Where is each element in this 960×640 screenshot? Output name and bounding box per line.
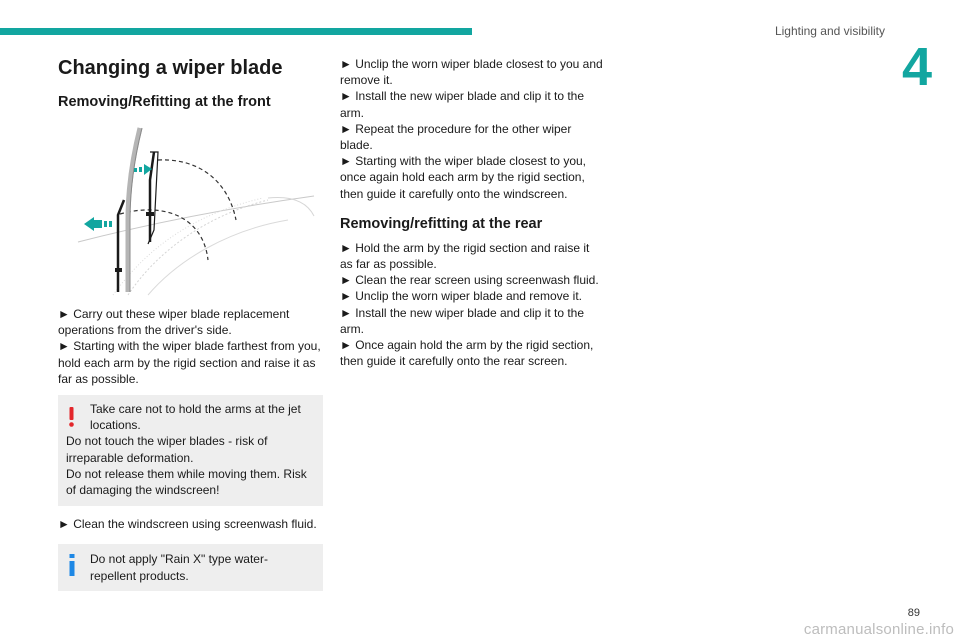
step-text: ► Repeat the procedure for the other wiper blade. bbox=[340, 121, 572, 153]
step-text: ► Clean the rear screen using screenwash fluid. bbox=[340, 273, 599, 288]
info-box bbox=[58, 544, 323, 590]
step-text: ► Hold the arm by the rigid section and raise it as far as possible. bbox=[340, 240, 590, 272]
watermark-text: carmanualsonline.info bbox=[803, 621, 954, 638]
section-heading-front: Removing/Refitting at the front bbox=[58, 94, 271, 110]
warning-exclamation-icon bbox=[69, 407, 74, 427]
step-text: ► Carry out these wiper blade replacement operations from the driver's side. bbox=[58, 307, 290, 338]
step-text: ► Starting with the wiper blade farthest from you, hold each arm by the rigid section and raise it as far as possible. bbox=[58, 339, 321, 386]
section-heading-rear: Removing/refitting at the rear bbox=[340, 215, 543, 232]
header-accent-bar bbox=[0, 28, 472, 35]
step-text: ► Unclip the worn wiper blade closest to you and remove it. bbox=[340, 57, 603, 88]
step-text: ► Install the new wiper blade and clip it to the arm. bbox=[340, 305, 585, 336]
page-title: Changing a wiper blade bbox=[58, 57, 283, 79]
info-icon bbox=[69, 554, 75, 576]
step-text: ► Starting with the wiper blade closest to you, once again hold each arm by the rigid section, then guide it carefully onto the windscreen. bbox=[340, 154, 586, 201]
warning-text: Do not release them while moving them. Risk of damaging the windscreen! bbox=[66, 466, 307, 498]
step-text: ► Unclip the worn wiper blade and remove it. bbox=[340, 289, 582, 304]
right-column bbox=[340, 56, 605, 369]
step-text: ► Install the new wiper blade and clip it to the arm. bbox=[340, 89, 585, 120]
step-text: ► Once again hold the arm by the rigid section, then guide it carefully onto the rear screen. bbox=[340, 338, 594, 369]
step-text: ► Clean the windscreen using screenwash fluid. bbox=[58, 517, 317, 532]
wiper-blade-illustration bbox=[58, 120, 323, 300]
warning-text: Take care not to hold the arms at the jet locations. bbox=[90, 402, 301, 433]
left-column bbox=[58, 55, 323, 601]
page-number: 89 bbox=[907, 607, 920, 619]
section-title: Lighting and visibility bbox=[774, 24, 885, 38]
warning-box bbox=[58, 395, 323, 506]
info-text: Do not apply "Rain X" type water-repellent products. bbox=[90, 552, 268, 583]
chapter-number: 4 bbox=[901, 37, 932, 97]
warning-text: Do not touch the wiper blades - risk of irreparable deformation. bbox=[66, 434, 268, 465]
